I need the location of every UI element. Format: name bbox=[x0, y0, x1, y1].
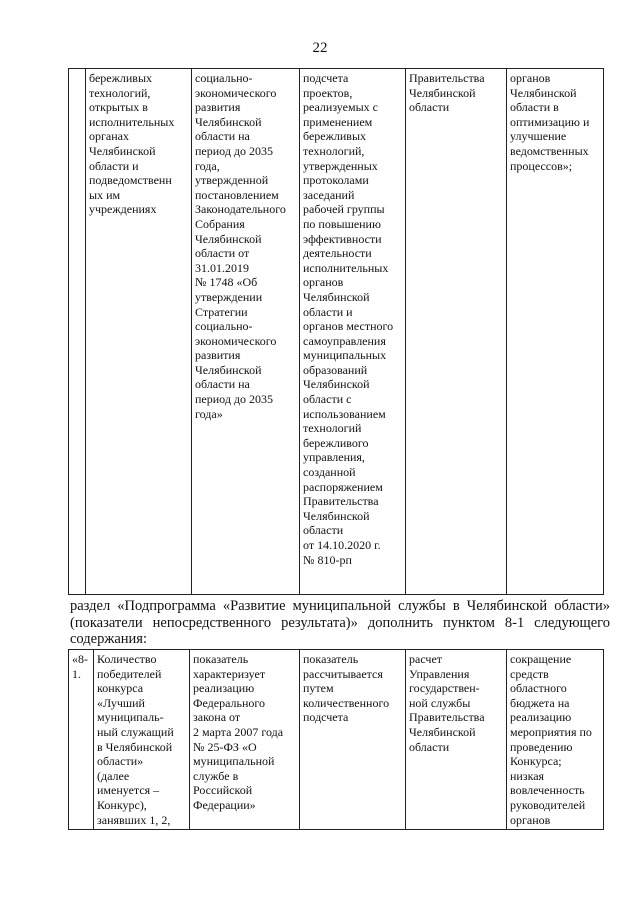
page-number: 22 bbox=[312, 40, 328, 56]
cell-indicator-description: социально- экономического развития Челябинской области на период до 2035 года, утвержденной постановлением Законодательного Собрания Челябинской области от 31.01.2019 № 1748 «Об утверждении Стратегии социально- экономического развития Челябинской области на период до 2035 года» bbox=[192, 69, 300, 595]
cell-number bbox=[69, 69, 86, 595]
continuation-table bbox=[68, 68, 604, 595]
cell-calculation-method: подсчета проектов, реализуемых с применением бережливых технологий, утвержденных протоколами заседаний рабочей группы по повышению эффективности деятельности исполнительных органов Челябинской области и органов местного самоуправления муниципальных образований Челябинской области с использованием технологий бережливого управления, созданной распоряжением Правительства Челябинской области от 14.10.2020 г. № 810-рп bbox=[300, 69, 406, 595]
table-row bbox=[69, 650, 604, 830]
amendment-paragraph: раздел «Подпрограмма «Развитие муниципальной службы в Челябинской области» (показатели непосредственного результата)» дополнить пунктом 8-1 следующего содержания: bbox=[70, 598, 610, 647]
cell-number: «8-1. bbox=[69, 650, 94, 830]
cell-source: Правительства Челябинской области bbox=[406, 69, 507, 595]
cell-indicator-name: Количество победителей конкурса «Лучший муниципаль- ный служащий в Челябинской области» (далее именуется – Конкурс), занявших 1, 2, bbox=[94, 650, 190, 830]
new-item-table bbox=[68, 649, 604, 830]
cell-indicator-description: показатель характеризует реализацию Федерального закона от 2 марта 2007 года № 25-ФЗ «О муниципальной службе в Российской Федерации» bbox=[190, 650, 300, 830]
cell-calculation-method: показатель рассчитывается путем количественного подсчета bbox=[300, 650, 406, 830]
cell-notes: органов Челябинской области в оптимизацию и улучшение ведомственных процессов»; bbox=[507, 69, 604, 595]
table-row bbox=[69, 69, 604, 595]
cell-indicator-name: бережливых технологий, открытых в исполнительных органах Челябинской области и подведомственн ых им учреждениях bbox=[86, 69, 192, 595]
cell-notes: сокращение средств областного бюджета на реализацию мероприятия по проведению Конкурса; низкая вовлеченность руководителей органов bbox=[507, 650, 604, 830]
cell-source: расчет Управления государствен- ной службы Правительства Челябинской области bbox=[406, 650, 507, 830]
